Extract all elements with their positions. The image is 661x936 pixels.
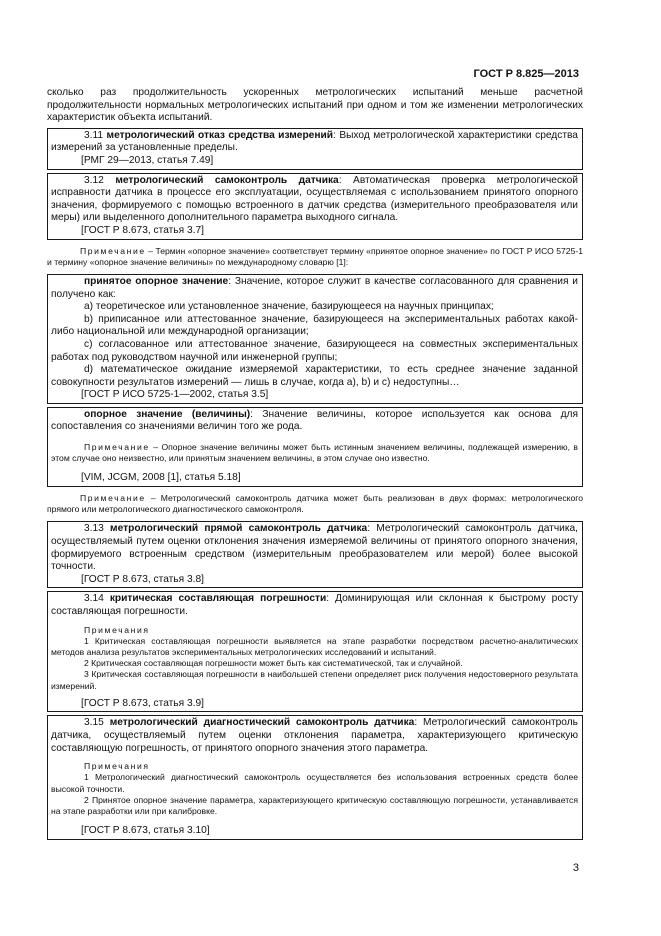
note-item-1: 1 Метрологический диагностический самоконтроль осуществляется без использования встроенных средств более высокой точности. [51, 772, 578, 794]
term-number: 3.13 [84, 523, 104, 535]
term-definition: : Значение, которое служит в качестве согласованного для сравнения и получено как: [51, 275, 578, 300]
note-label: Примечание [80, 493, 146, 504]
term-title: метрологический самоконтроль датчика [115, 174, 339, 186]
note-item-2: 2 Принятое опорное значение параметра, характеризующего критическую составляющую погрешности, устанавливается на этапе разработки или при калибровке. [51, 794, 578, 817]
page-number: 3 [572, 862, 579, 874]
term-3-14-reference: [ГОСТ Р 8.673, статья 3.9] [81, 697, 204, 709]
term-3-13-reference: [ГОСТ Р 8.673, статья 3.8] [81, 573, 204, 585]
reference-value-reference: [VIM, JCGM, 2008 [1], статья 5.18] [81, 472, 241, 484]
term-number: 3.12 [84, 174, 104, 186]
term-3-11-reference: [РМГ 29—2013, статья 7.49] [81, 154, 214, 166]
term-title: метрологический прямой самоконтроль датчика [110, 523, 368, 535]
term-title: метрологический диагностический самоконтроль датчика [109, 717, 415, 729]
note-opornoe-znachenie [47, 246, 583, 268]
term-title: принятое опорное значение [84, 275, 229, 287]
term-box-3-13 [47, 521, 583, 588]
term-definition: : Выход метрологической характеристики средства измерений за установленные пределы. [51, 129, 578, 154]
term-box-3-12 [47, 173, 583, 240]
note-item-1: 1 Критическая составляющая погрешности выявляется на этапе разработки посредством расчетно-аналитических методов анализа результатов экспериментальных метрологических исследований и испытаний. [51, 635, 578, 658]
term-title: опорное значение (величины) [84, 408, 251, 420]
accepted-value-reference: [ГОСТ Р ИСО 5725-1—2002, статья 3.5] [81, 389, 269, 401]
note-item-2: 2 Критическая составляющая погрешности может быть как систематической, так и случайной. [84, 658, 463, 669]
term-title: метрологический отказ средства измерений [106, 129, 334, 141]
reference-value-definition [51, 409, 578, 434]
term-definition: : Доминирующая или склонная к быстрому росту составляющая погрешности. [51, 593, 578, 618]
reference-value-note [51, 442, 578, 464]
list-item-a: a) теоретическое или установленное значение, базирующееся на научных принципах; [84, 301, 494, 313]
list-item-b: b) приписанное или аттестованное значение, базирующееся на экспериментальных работах какой-либо национальной или международной организации; [51, 313, 578, 338]
note-text: – Метрологический самоконтроль датчика может быть реализован в двух формах: метрологического прямого или метрологического диагностического самоконтроля. [47, 493, 583, 515]
list-item-d: d) математическое ожидание измеряемой характеристики, то есть среднее значение заданной совокупности результатов измерений — лишь в случае, когда a), b) и c) недоступны… [51, 364, 578, 388]
document-header: ГОСТ Р 8.825—2013 [473, 68, 579, 80]
term-definition: : Метрологический самоконтроль датчика, осуществляемый путем оценки отклонения значения измеряемой величины от принятого опорного значения, формируемого встроенным средством (измерительным преобразователем или мерой) более высокой точности. [51, 523, 578, 573]
note-label: Примечание [84, 442, 150, 453]
term-3-13-definition [51, 523, 578, 573]
term-3-15-reference: [ГОСТ Р 8.673, статья 3.10] [81, 825, 210, 837]
term-3-14-definition [51, 593, 578, 618]
term-definition: : Значение величины, которое используется как основа для сопоставления со значениями величин того же рода. [51, 408, 578, 433]
term-3-12-definition [51, 175, 578, 225]
note-item-3: 3 Критическая составляющая погрешности в наибольшей степени определяет риск получения недостоверного результата измерений. [51, 669, 578, 691]
term-number: 3.15 [84, 717, 104, 729]
term-3-15-definition [51, 717, 578, 755]
term-box-3-15 [47, 715, 583, 839]
term-definition: : Автоматическая проверка метрологической исправности датчика в процессе его эксплуатации, осуществляемая с использованием принятого опорного значения, формируемого с помощью встроенного в датчик средства (измерительного преобразователя или меры) или выделенного дополнительного параметра выходного сигнала. [51, 174, 578, 224]
term-3-11-definition [51, 130, 578, 155]
term-box-3-14 [47, 591, 583, 712]
term-box-3-11 [47, 128, 583, 170]
note-text: – Термин «опорное значение» соответствует термину «принятое опорное значение» по ГОСТ Р ИСО 5725-1 и термину «опорное значение величины» по международному словарю [1]: [47, 245, 583, 267]
quote-box-reference-value [47, 407, 583, 487]
term-number: 3.14 [84, 593, 104, 605]
note-self-control-forms [47, 493, 583, 515]
term-definition: : Метрологический самоконтроль датчика, осуществляемый путем оценки отклонения параметра, характеризующего критическую составляющую погрешность, от принятого опорного значения этого параметра. [51, 717, 578, 754]
accepted-value-definition [51, 276, 578, 301]
notes-heading: Примечания [84, 624, 150, 635]
page-content [47, 87, 583, 840]
note-label: Примечание [80, 245, 146, 256]
note-text: – Опорное значение величины может быть истинным значением величины, подлежащей измерению, в этом случае оно неизвестно, или принятым значением величины, в этом случае оно известно. [51, 442, 578, 464]
quote-box-accepted-value [47, 274, 583, 404]
intro-paragraph: сколько раз продолжительность ускоренных метрологических испытаний меньше расчетной продолжительности нормальных метрологических испытаний при одном и том же изменении метрологических характеристик объекта испытаний. [47, 87, 583, 124]
term-number: 3.11 [84, 129, 104, 141]
term-3-12-reference: [ГОСТ Р 8.673, статья 3.7] [81, 224, 204, 236]
list-item-c: c) согласованное или аттестованное значение, базирующееся на совместных экспериментальных работах под руководством научной или инженерной группы; [51, 338, 578, 363]
term-title: критическая составляющая погрешности [109, 593, 327, 605]
notes-heading: Примечания [84, 761, 150, 772]
